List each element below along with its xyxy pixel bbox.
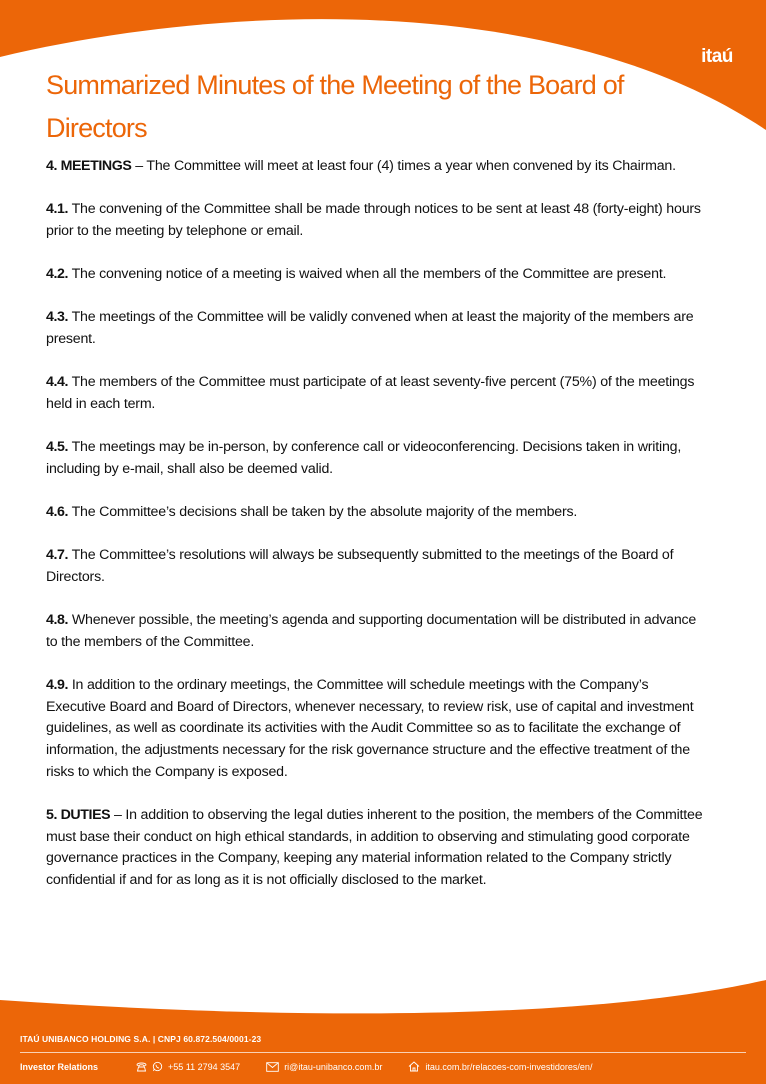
email-address: ri@itau-unibanco.com.br [284, 1061, 383, 1072]
section-text: The meetings of the Committee will be validly convened when at least the majority of the members are present. [46, 309, 694, 348]
section-number: 4.3. [46, 309, 69, 326]
section-text: The convening notice of a meeting is waived when all the members of the Committee are present. [68, 266, 667, 283]
website-contact[interactable] [408, 1061, 592, 1072]
section-number: 4.9. [46, 677, 69, 694]
email-contact[interactable] [266, 1062, 382, 1072]
section-4-7 [46, 545, 711, 588]
section-number: 4. MEETINGS [46, 158, 132, 174]
section-4 [46, 156, 711, 178]
company-info: ITAÚ UNIBANCO HOLDING S.A. | CNPJ 60.872.504/0001-23 [20, 1034, 262, 1044]
section-text: The Committee’s decisions shall be taken by the absolute majority of the members. [68, 504, 578, 521]
page-title: Summarized Minutes of the Meeting of the Board of Directors [46, 70, 624, 143]
website-url: itau.com.br/relacoes-com-investidores/en/ [425, 1061, 593, 1072]
section-text: Whenever possible, the meeting’s agenda and supporting documentation will be distributed in advance to the members of the Committee. [46, 612, 697, 650]
section-4-8 [46, 610, 711, 653]
document-body [46, 156, 711, 913]
section-text: – In addition to observing the legal duties inherent to the position, the members of the Committee must base their conduct on high ethical standards, in addition to observing and stimulating good corporate governance practices in the Company, keeping any material information related to the Company strictly confidential if and for as long as it is not officially disclosed to the market. [46, 807, 703, 889]
investor-relations-label: Investor Relations [20, 1061, 99, 1072]
section-number: 5. DUTIES [46, 807, 111, 824]
section-number: 4.2. [46, 266, 69, 283]
section-number: 4.8. [46, 612, 69, 629]
section-text: In addition to the ordinary meetings, the Committee will schedule meetings with the Company’s Executive Board and Board of Directors, whenever necessary, to review risk, use of capital and investment guidelines, as well as coordinate its activities with the Audit Committee so as to facilitate the exchange of information, the adjustments necessary for the risk governance structure and the effective treatment of the risks to which the Company is exposed. [46, 677, 694, 780]
section-text: The members of the Committee must participate of at least seventy-five percent (75%) of the meetings held in each term. [46, 374, 695, 412]
contact-row [20, 1061, 618, 1072]
section-4-6 [46, 502, 711, 524]
itau-logo [692, 32, 742, 82]
section-number: 4.7. [46, 547, 69, 564]
footer [0, 1024, 766, 1084]
mail-icon [266, 1062, 279, 1072]
section-text: The Committee’s resolutions will always be subsequently submitted to the meetings of the Board of Directors. [46, 547, 674, 585]
section-4-4 [46, 372, 711, 415]
section-number: 4.6. [46, 504, 69, 521]
phone-icon [136, 1062, 147, 1072]
section-number: 4.1. [46, 201, 69, 218]
footer-divider [20, 1052, 746, 1053]
home-icon [408, 1061, 420, 1072]
phone-contact[interactable] [136, 1061, 240, 1072]
section-text: The meetings may be in-person, by conference call or videoconferencing. Decisions taken in writing, including by e-mail, shall also be deemed valid. [46, 439, 682, 477]
section-4-2 [46, 264, 711, 286]
section-4-9 [46, 675, 711, 784]
whatsapp-icon [152, 1061, 163, 1072]
section-text: The convening of the Committee shall be made through notices to be sent at least 48 (forty-eight) hours prior to the meeting by telephone or email. [46, 201, 701, 239]
section-text: – The Committee will meet at least four (4) times a year when convened by its Chairman. [131, 158, 676, 174]
phone-number: +55 11 2794 3547 [168, 1061, 241, 1072]
logo-text: itaú [701, 46, 733, 67]
section-4-1 [46, 199, 711, 242]
section-4-5 [46, 437, 711, 480]
section-5 [46, 805, 711, 892]
section-number: 4.4. [46, 374, 69, 391]
section-number: 4.5. [46, 439, 69, 456]
section-4-3 [46, 307, 711, 350]
